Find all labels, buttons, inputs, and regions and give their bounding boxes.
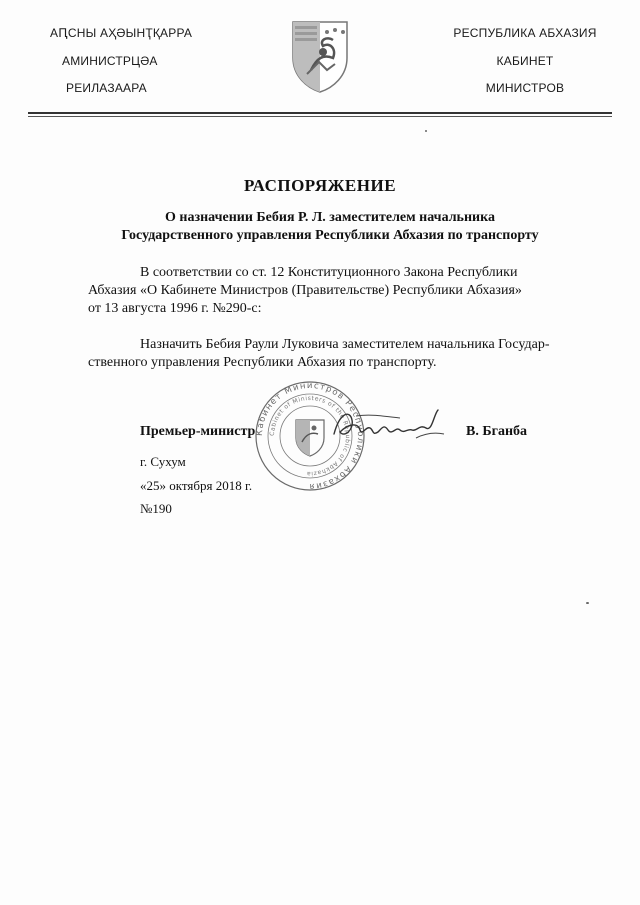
paragraph-basis-line-3: от 13 августа 1996 г. №290-с: bbox=[88, 301, 262, 316]
header-left-line-1: АԤСНЫ АҲӘЫНҬҚАРРА bbox=[50, 26, 193, 40]
paragraph-order-line-1: Назначить Бебия Раули Луковича заместителем начальника Государ- bbox=[140, 337, 550, 352]
document-city: г. Сухум bbox=[140, 454, 186, 469]
header-left-line-2: АМИНИСТРЦӘА bbox=[62, 54, 158, 68]
paragraph-order bbox=[88, 336, 588, 372]
seal-outer-ring-text: Кабинет Министров Республики Абхазия bbox=[254, 380, 366, 492]
document-number: №190 bbox=[140, 501, 172, 516]
document-title: РАСПОРЯЖЕНИЕ bbox=[243, 176, 397, 195]
header-right-line-1: РЕСПУБЛИКА АБХАЗИЯ bbox=[453, 26, 597, 40]
subject-line-2: Государственного управления Республики Абхазия по транспорту bbox=[121, 228, 539, 243]
paragraph-basis bbox=[88, 264, 588, 318]
signatory-name: В. Бганба bbox=[466, 424, 528, 439]
scan-speck bbox=[425, 130, 427, 132]
header-right-line-3: МИНИСТРОВ bbox=[485, 81, 565, 95]
paragraph-basis-line-2: Абхазия «О Кабинете Министров (Правительстве) Республики Абхазия» bbox=[88, 283, 522, 298]
scan-speck bbox=[586, 602, 589, 604]
subject-line-1: О назначении Бебия Р. Л. заместителем начальника bbox=[165, 210, 495, 225]
handwritten-signature bbox=[330, 404, 448, 448]
header-divider-thin bbox=[28, 116, 612, 117]
document-subject bbox=[100, 209, 560, 245]
signatory-title: Премьер-министр bbox=[140, 424, 256, 439]
document-date: «25» октября 2018 г. bbox=[140, 478, 253, 493]
header-divider-thick bbox=[28, 112, 612, 114]
paragraph-basis-line-1: В соответствии со ст. 12 Конституционного Закона Республики bbox=[140, 265, 518, 280]
paragraph-order-line-2: ственного управления Республики Абхазия по транспорту. bbox=[88, 355, 437, 370]
header-left-line-3: РЕИЛАЗААРА bbox=[66, 81, 147, 95]
coat-of-arms-emblem-icon bbox=[289, 18, 351, 94]
header-right-line-2: КАБИНЕТ bbox=[496, 54, 554, 68]
seal-inner-ring-text: Cabinet of Ministers of the Republic of Abkhazia bbox=[268, 394, 352, 478]
